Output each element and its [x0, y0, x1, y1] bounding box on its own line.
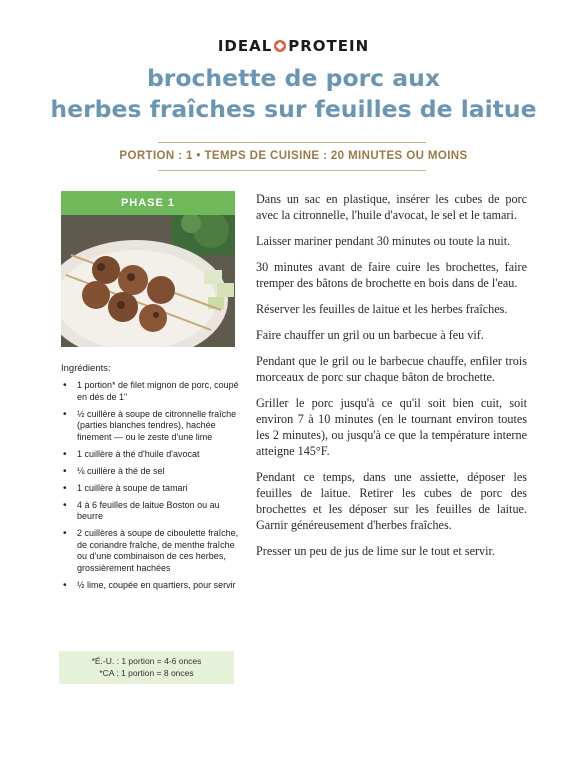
ingredient-item: • ½ cuillère à soupe de citronnelle fraîche (parties blanches tendres), hachée finement — ou le zeste d'une lime: [61, 409, 241, 444]
ingredients-list: [61, 380, 241, 597]
brand-name-left: IDEAL: [217, 37, 273, 55]
brand-logo: [0, 37, 587, 55]
recipe-photo-image: [61, 215, 235, 347]
ingredient-item: • ⅛ cuillère à thé de sel: [61, 466, 241, 478]
step-paragraph: Dans un sac en plastique, insérer les cubes de porc avec la citronnelle, l'huile d'avocat, le sel et le tamari.: [256, 192, 527, 222]
step-paragraph: Pendant que le gril ou le barbecue chauffe, enfiler trois morceaux de porc sur chaque bâton de brochette.: [256, 354, 527, 384]
portion-note-us: *É.-U. : 1 portion = 4-6 onces: [91, 656, 202, 666]
portion-and-time: PORTION : 1 • TEMPS DE CUISINE : 20 MINUTES OU MOINS: [119, 150, 468, 162]
recipe-photo: [61, 215, 235, 347]
step-paragraph: Presser un peu de jus de lime sur le tout et servir.: [256, 544, 495, 558]
ingredient-item: • 1 cuillère à thé d'huile d'avocat: [61, 449, 241, 461]
step-paragraph: Faire chauffer un gril ou un barbecue à feu vif.: [256, 328, 484, 342]
ingredient-item: • 4 à 6 feuilles de laitue Boston ou au beurre: [61, 500, 241, 523]
preparation-steps: [256, 191, 527, 569]
recipe-title: [0, 63, 587, 125]
step-paragraph: 30 minutes avant de faire cuire les brochettes, faire tremper des bâtons de brochette en bois dans de l'eau.: [256, 260, 527, 290]
ingredient-item: • 1 portion* de filet mignon de porc, coupé en dés de 1": [61, 380, 241, 403]
portion-note-ca: *CA : 1 portion = 8 onces: [99, 668, 194, 678]
recipe-title-line-2: herbes fraîches sur feuilles de laitue: [50, 95, 537, 123]
step-paragraph: Réserver les feuilles de laitue et les herbes fraîches.: [256, 302, 508, 316]
ingredient-item: • ½ lime, coupée en quartiers, pour servir: [61, 580, 241, 592]
recipe-title-line-1: brochette de porc aux: [146, 64, 441, 92]
divider-bottom: [158, 170, 426, 171]
portion-note-box: [59, 651, 234, 684]
step-paragraph: Griller le porc jusqu'à ce qu'il soit bien cuit, soit environ 7 à 10 minutes (en le tournant environ toutes les 2 minutes), ou jusqu'à ce que la température interne atteigne 145°F.: [256, 396, 527, 458]
divider-top: [158, 142, 426, 143]
step-paragraph: Pendant ce temps, dans une assiette, déposer les feuilles de laitue. Retirer les cubes de porc des brochettes et les déposer sur les feuilles de laitue. Garnir généreusement d'herbes fraîches.: [256, 470, 527, 532]
step-paragraph: Laisser mariner pendant 30 minutes ou toute la nuit.: [256, 234, 511, 248]
ingredient-item: • 2 cuillères à soupe de ciboulette fraîche, de coriandre fraîche, de menthe fraîche ou d'une combinaison de ces herbes, grossièrement hachées: [61, 528, 241, 574]
brand-name-right: PROTEIN: [288, 37, 370, 55]
brand-mark-icon: [274, 40, 286, 52]
phase-badge: PHASE 1: [61, 191, 235, 215]
ingredients-heading: Ingrédients:: [61, 363, 111, 374]
ingredient-item: • 1 cuillère à soupe de tamari: [61, 483, 241, 495]
